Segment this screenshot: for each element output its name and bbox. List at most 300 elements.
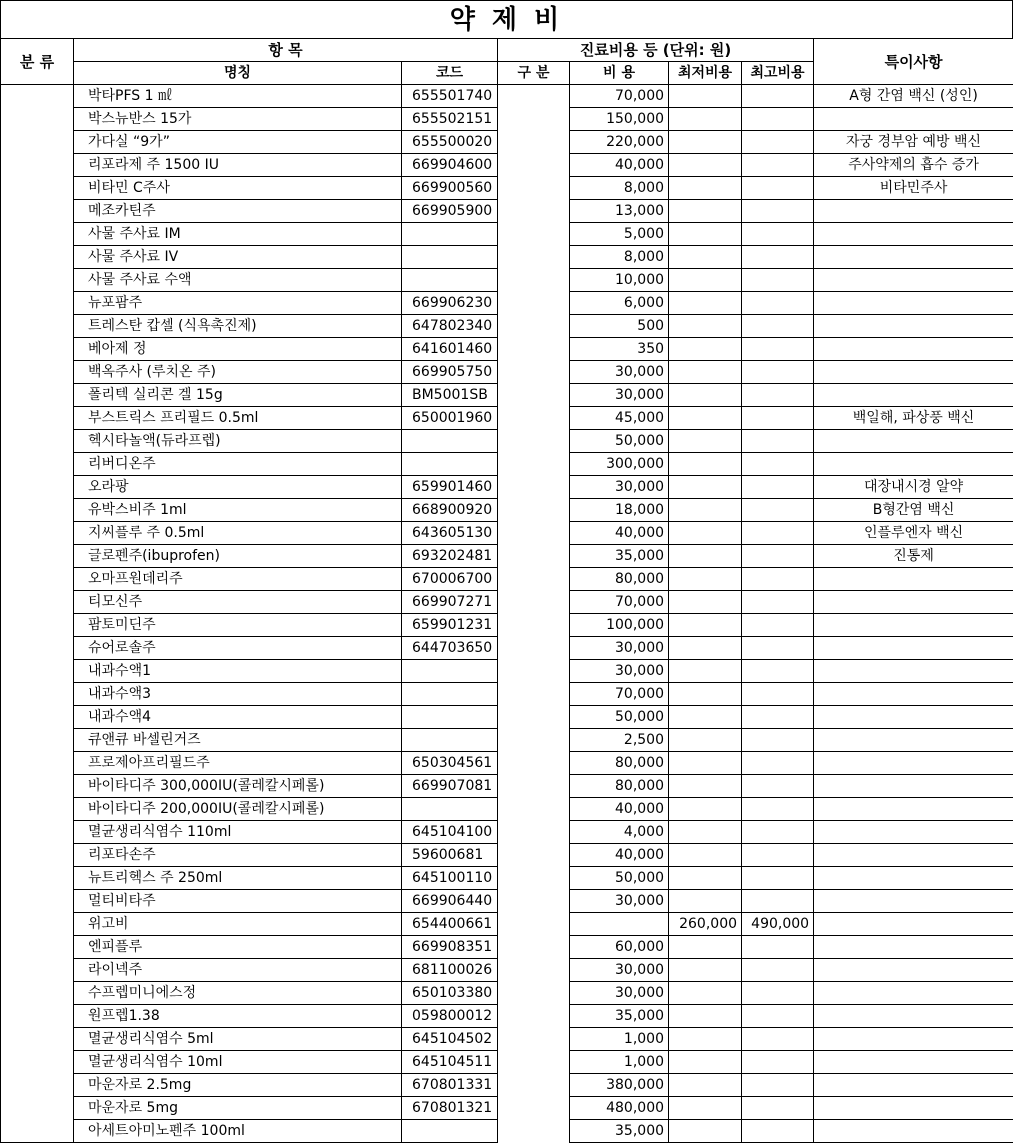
gubun-cell: [498, 637, 570, 660]
max-cost-cell: [742, 223, 814, 246]
min-cost-cell: [669, 752, 742, 775]
code-cell: [402, 729, 498, 752]
table-row: [1, 729, 1013, 752]
min-cost-cell: [669, 890, 742, 913]
table-row: [1, 1074, 1013, 1097]
min-cost-cell: [669, 522, 742, 545]
gubun-cell: [498, 614, 570, 637]
name-cell: 슈어로솔주: [74, 637, 402, 660]
note-cell: [814, 568, 1013, 591]
table-row: [1, 200, 1013, 223]
cost-cell: 30,000: [570, 637, 669, 660]
note-cell: [814, 269, 1013, 292]
table-row: [1, 154, 1013, 177]
min-cost-cell: [669, 867, 742, 890]
table-row: [1, 384, 1013, 407]
cost-cell: 30,000: [570, 959, 669, 982]
code-cell: [402, 246, 498, 269]
header-item-group: 항 목: [74, 39, 498, 62]
code-cell: [402, 223, 498, 246]
gubun-cell: [498, 131, 570, 154]
note-cell: [814, 959, 1013, 982]
note-cell: [814, 108, 1013, 131]
gubun-cell: [498, 1051, 570, 1074]
drug-cost-table: [0, 38, 1013, 1143]
gubun-cell: [498, 522, 570, 545]
note-cell: [814, 430, 1013, 453]
min-cost-cell: [669, 660, 742, 683]
cost-cell: 13,000: [570, 200, 669, 223]
min-cost-cell: [669, 614, 742, 637]
gubun-cell: [498, 798, 570, 821]
note-cell: [814, 1074, 1013, 1097]
name-cell: 오마프원데리주: [74, 568, 402, 591]
max-cost-cell: [742, 867, 814, 890]
table-row: [1, 591, 1013, 614]
name-cell: 사물 주사료 IV: [74, 246, 402, 269]
gubun-cell: [498, 821, 570, 844]
name-cell: 메조카틴주: [74, 200, 402, 223]
min-cost-cell: [669, 223, 742, 246]
table-row: [1, 269, 1013, 292]
min-cost-cell: [669, 545, 742, 568]
note-cell: 진통제: [814, 545, 1013, 568]
cost-cell: 1,000: [570, 1051, 669, 1074]
max-cost-cell: [742, 752, 814, 775]
table-row: [1, 867, 1013, 890]
note-cell: 인플루엔자 백신: [814, 522, 1013, 545]
code-cell: 669900560: [402, 177, 498, 200]
min-cost-cell: 260,000: [669, 913, 742, 936]
gubun-cell: [498, 936, 570, 959]
min-cost-cell: [669, 430, 742, 453]
min-cost-cell: [669, 131, 742, 154]
code-cell: 655502151: [402, 108, 498, 131]
cost-cell: 30,000: [570, 361, 669, 384]
gubun-cell: [498, 269, 570, 292]
code-cell: 647802340: [402, 315, 498, 338]
code-cell: [402, 683, 498, 706]
max-cost-cell: [742, 982, 814, 1005]
max-cost-cell: [742, 430, 814, 453]
name-cell: 내과수액1: [74, 660, 402, 683]
header-cost: 비 용: [570, 62, 669, 85]
note-cell: [814, 913, 1013, 936]
header-min-cost: 최저비용: [669, 62, 742, 85]
min-cost-cell: [669, 108, 742, 131]
name-cell: 리버디온주: [74, 453, 402, 476]
max-cost-cell: [742, 200, 814, 223]
name-cell: 수프렙미니에스정: [74, 982, 402, 1005]
min-cost-cell: [669, 637, 742, 660]
cost-cell: 50,000: [570, 430, 669, 453]
max-cost-cell: [742, 108, 814, 131]
max-cost-cell: [742, 568, 814, 591]
note-cell: [814, 338, 1013, 361]
header-category: 분 류: [1, 39, 74, 85]
table-row: [1, 292, 1013, 315]
max-cost-cell: [742, 269, 814, 292]
min-cost-cell: [669, 729, 742, 752]
cost-cell: 70,000: [570, 591, 669, 614]
cost-cell: [570, 913, 669, 936]
cost-cell: 8,000: [570, 177, 669, 200]
min-cost-cell: [669, 982, 742, 1005]
min-cost-cell: [669, 499, 742, 522]
min-cost-cell: [669, 936, 742, 959]
gubun-cell: [498, 315, 570, 338]
table-row: [1, 430, 1013, 453]
max-cost-cell: [742, 407, 814, 430]
code-cell: 645100110: [402, 867, 498, 890]
table-row: [1, 706, 1013, 729]
table-row: [1, 844, 1013, 867]
code-cell: 654400661: [402, 913, 498, 936]
gubun-cell: [498, 545, 570, 568]
note-cell: [814, 591, 1013, 614]
code-cell: 669907271: [402, 591, 498, 614]
note-cell: [814, 844, 1013, 867]
gubun-cell: [498, 867, 570, 890]
gubun-cell: [498, 890, 570, 913]
code-cell: 650001960: [402, 407, 498, 430]
gubun-cell: [498, 85, 570, 108]
gubun-cell: [498, 223, 570, 246]
note-cell: B형간염 백신: [814, 499, 1013, 522]
gubun-cell: [498, 453, 570, 476]
min-cost-cell: [669, 821, 742, 844]
code-cell: 669905750: [402, 361, 498, 384]
gubun-cell: [498, 913, 570, 936]
min-cost-cell: [669, 1120, 742, 1143]
table-row: [1, 1051, 1013, 1074]
cost-cell: 150,000: [570, 108, 669, 131]
name-cell: 프로제아프리필드주: [74, 752, 402, 775]
code-cell: 641601460: [402, 338, 498, 361]
max-cost-cell: [742, 131, 814, 154]
cost-cell: 60,000: [570, 936, 669, 959]
gubun-cell: [498, 568, 570, 591]
min-cost-cell: [669, 177, 742, 200]
cost-cell: 80,000: [570, 775, 669, 798]
note-cell: [814, 982, 1013, 1005]
note-cell: [814, 798, 1013, 821]
table-row: [1, 131, 1013, 154]
cost-cell: 80,000: [570, 568, 669, 591]
max-cost-cell: [742, 890, 814, 913]
max-cost-cell: [742, 1074, 814, 1097]
gubun-cell: [498, 384, 570, 407]
code-cell: 669904600: [402, 154, 498, 177]
code-cell: [402, 660, 498, 683]
code-cell: [402, 430, 498, 453]
table-row: [1, 223, 1013, 246]
max-cost-cell: [742, 499, 814, 522]
min-cost-cell: [669, 154, 742, 177]
code-cell: [402, 706, 498, 729]
max-cost-cell: 490,000: [742, 913, 814, 936]
note-cell: [814, 683, 1013, 706]
cost-cell: 40,000: [570, 522, 669, 545]
note-cell: [814, 246, 1013, 269]
code-cell: BM5001SB: [402, 384, 498, 407]
name-cell: 멸균생리식염수 5ml: [74, 1028, 402, 1051]
header-code: 코드: [402, 62, 498, 85]
name-cell: 바이타디주 300,000IU(콜레칼시페롤): [74, 775, 402, 798]
note-cell: [814, 637, 1013, 660]
cost-cell: 50,000: [570, 706, 669, 729]
min-cost-cell: [669, 1074, 742, 1097]
table-row: [1, 821, 1013, 844]
code-cell: 668900920: [402, 499, 498, 522]
cost-cell: 300,000: [570, 453, 669, 476]
note-cell: [814, 821, 1013, 844]
max-cost-cell: [742, 637, 814, 660]
cost-cell: 35,000: [570, 1120, 669, 1143]
max-cost-cell: [742, 798, 814, 821]
cost-cell: 30,000: [570, 476, 669, 499]
table-row: [1, 108, 1013, 131]
header-name: 명칭: [74, 62, 402, 85]
cost-cell: 30,000: [570, 384, 669, 407]
gubun-cell: [498, 177, 570, 200]
name-cell: 오라팡: [74, 476, 402, 499]
table-row: [1, 660, 1013, 683]
max-cost-cell: [742, 292, 814, 315]
name-cell: 비타민 C주사: [74, 177, 402, 200]
note-cell: [814, 867, 1013, 890]
min-cost-cell: [669, 476, 742, 499]
name-cell: 리포타손주: [74, 844, 402, 867]
code-cell: 655501740: [402, 85, 498, 108]
max-cost-cell: [742, 729, 814, 752]
name-cell: 원프렙1.38: [74, 1005, 402, 1028]
gubun-cell: [498, 476, 570, 499]
name-cell: 아세트아미노펜주 100ml: [74, 1120, 402, 1143]
name-cell: 라이넥주: [74, 959, 402, 982]
min-cost-cell: [669, 292, 742, 315]
gubun-cell: [498, 660, 570, 683]
max-cost-cell: [742, 1051, 814, 1074]
min-cost-cell: [669, 338, 742, 361]
note-cell: [814, 292, 1013, 315]
category-cell: [1, 85, 74, 1143]
code-cell: 669907081: [402, 775, 498, 798]
gubun-cell: [498, 154, 570, 177]
code-cell: 643605130: [402, 522, 498, 545]
max-cost-cell: [742, 1120, 814, 1143]
min-cost-cell: [669, 798, 742, 821]
table-row: [1, 1120, 1013, 1143]
table-row: [1, 453, 1013, 476]
table-row: [1, 85, 1013, 108]
note-cell: [814, 1028, 1013, 1051]
note-cell: [814, 453, 1013, 476]
gubun-cell: [498, 775, 570, 798]
note-cell: [814, 1097, 1013, 1120]
name-cell: 리포라제 주 1500 IU: [74, 154, 402, 177]
cost-cell: 8,000: [570, 246, 669, 269]
name-cell: 티모신주: [74, 591, 402, 614]
note-cell: [814, 361, 1013, 384]
note-cell: [814, 614, 1013, 637]
max-cost-cell: [742, 246, 814, 269]
gubun-cell: [498, 361, 570, 384]
name-cell: 글로펜주(ibuprofen): [74, 545, 402, 568]
code-cell: 681100026: [402, 959, 498, 982]
max-cost-cell: [742, 453, 814, 476]
min-cost-cell: [669, 315, 742, 338]
gubun-cell: [498, 729, 570, 752]
cost-cell: 2,500: [570, 729, 669, 752]
min-cost-cell: [669, 844, 742, 867]
gubun-cell: [498, 108, 570, 131]
note-cell: [814, 775, 1013, 798]
min-cost-cell: [669, 246, 742, 269]
min-cost-cell: [669, 683, 742, 706]
min-cost-cell: [669, 568, 742, 591]
min-cost-cell: [669, 1051, 742, 1074]
min-cost-cell: [669, 959, 742, 982]
note-cell: [814, 384, 1013, 407]
note-cell: [814, 890, 1013, 913]
note-cell: 백일해, 파상풍 백신: [814, 407, 1013, 430]
note-cell: 자궁 경부암 예방 백신: [814, 131, 1013, 154]
cost-cell: 18,000: [570, 499, 669, 522]
name-cell: 위고비: [74, 913, 402, 936]
name-cell: 뉴포팜주: [74, 292, 402, 315]
max-cost-cell: [742, 1005, 814, 1028]
max-cost-cell: [742, 706, 814, 729]
code-cell: 650103380: [402, 982, 498, 1005]
cost-cell: 100,000: [570, 614, 669, 637]
cost-cell: 6,000: [570, 292, 669, 315]
name-cell: 바이타디주 200,000IU(콜레칼시페롤): [74, 798, 402, 821]
max-cost-cell: [742, 315, 814, 338]
note-cell: [814, 729, 1013, 752]
gubun-cell: [498, 706, 570, 729]
table-row: [1, 775, 1013, 798]
name-cell: 멸균생리식염수 110ml: [74, 821, 402, 844]
cost-cell: 380,000: [570, 1074, 669, 1097]
max-cost-cell: [742, 545, 814, 568]
cost-cell: 1,000: [570, 1028, 669, 1051]
gubun-cell: [498, 752, 570, 775]
table-row: [1, 752, 1013, 775]
name-cell: 백옥주사 (루치온 주): [74, 361, 402, 384]
min-cost-cell: [669, 200, 742, 223]
code-cell: 670801321: [402, 1097, 498, 1120]
max-cost-cell: [742, 1097, 814, 1120]
name-cell: 내과수액3: [74, 683, 402, 706]
code-cell: [402, 1120, 498, 1143]
name-cell: 멸균생리식염수 10ml: [74, 1051, 402, 1074]
code-cell: [402, 453, 498, 476]
cost-cell: 5,000: [570, 223, 669, 246]
table-row: [1, 177, 1013, 200]
gubun-cell: [498, 1097, 570, 1120]
cost-cell: 35,000: [570, 545, 669, 568]
table-row: [1, 637, 1013, 660]
gubun-cell: [498, 844, 570, 867]
note-cell: [814, 223, 1013, 246]
code-cell: 659901231: [402, 614, 498, 637]
max-cost-cell: [742, 821, 814, 844]
code-cell: 59600681: [402, 844, 498, 867]
min-cost-cell: [669, 361, 742, 384]
name-cell: 멀티비타주: [74, 890, 402, 913]
note-cell: [814, 936, 1013, 959]
max-cost-cell: [742, 361, 814, 384]
name-cell: 뉴트리헥스 주 250ml: [74, 867, 402, 890]
gubun-cell: [498, 499, 570, 522]
name-cell: 사물 주사료 IM: [74, 223, 402, 246]
note-cell: 주사약제의 흡수 증가: [814, 154, 1013, 177]
cost-cell: 10,000: [570, 269, 669, 292]
table-row: [1, 982, 1013, 1005]
min-cost-cell: [669, 591, 742, 614]
code-cell: [402, 798, 498, 821]
max-cost-cell: [742, 683, 814, 706]
table-row: [1, 936, 1013, 959]
table-row: [1, 522, 1013, 545]
page-title: 약 제 비: [0, 0, 1013, 38]
gubun-cell: [498, 982, 570, 1005]
cost-cell: 50,000: [570, 867, 669, 890]
gubun-cell: [498, 407, 570, 430]
table-row: [1, 315, 1013, 338]
max-cost-cell: [742, 177, 814, 200]
note-cell: [814, 1051, 1013, 1074]
table-row: [1, 338, 1013, 361]
cost-cell: 80,000: [570, 752, 669, 775]
table-row: [1, 890, 1013, 913]
name-cell: 폴리텍 실리콘 겔 15g: [74, 384, 402, 407]
gubun-cell: [498, 200, 570, 223]
table-row: [1, 545, 1013, 568]
gubun-cell: [498, 430, 570, 453]
max-cost-cell: [742, 959, 814, 982]
code-cell: 659901460: [402, 476, 498, 499]
code-cell: 669906230: [402, 292, 498, 315]
name-cell: 베아제 정: [74, 338, 402, 361]
cost-cell: 220,000: [570, 131, 669, 154]
code-cell: 655500020: [402, 131, 498, 154]
cost-cell: 40,000: [570, 798, 669, 821]
gubun-cell: [498, 1120, 570, 1143]
max-cost-cell: [742, 936, 814, 959]
note-cell: [814, 1120, 1013, 1143]
cost-cell: 70,000: [570, 683, 669, 706]
name-cell: 유박스비주 1ml: [74, 499, 402, 522]
code-cell: 670801331: [402, 1074, 498, 1097]
name-cell: 마운자로 5mg: [74, 1097, 402, 1120]
min-cost-cell: [669, 706, 742, 729]
min-cost-cell: [669, 407, 742, 430]
cost-cell: 500: [570, 315, 669, 338]
max-cost-cell: [742, 338, 814, 361]
note-cell: A형 간염 백신 (성인): [814, 85, 1013, 108]
note-cell: [814, 200, 1013, 223]
cost-cell: 40,000: [570, 154, 669, 177]
min-cost-cell: [669, 1097, 742, 1120]
name-cell: 부스트릭스 프리필드 0.5ml: [74, 407, 402, 430]
code-cell: 669908351: [402, 936, 498, 959]
max-cost-cell: [742, 775, 814, 798]
note-cell: [814, 660, 1013, 683]
cost-cell: 350: [570, 338, 669, 361]
gubun-cell: [498, 959, 570, 982]
